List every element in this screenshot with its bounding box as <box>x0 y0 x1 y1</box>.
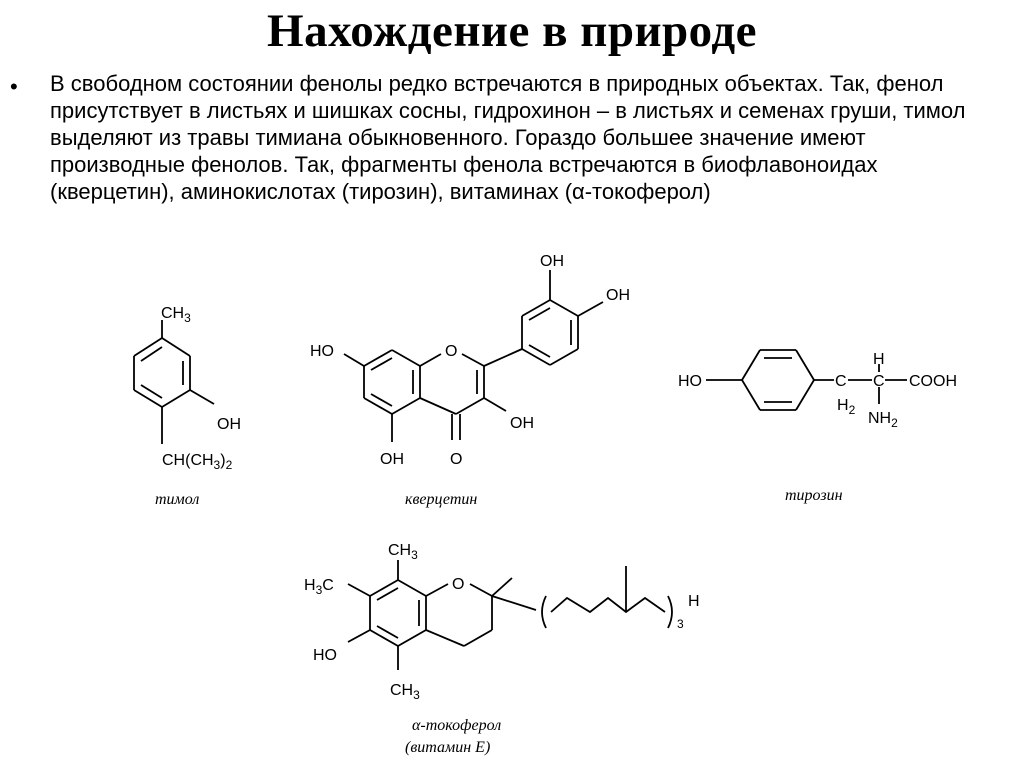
quercetin-caption: кверцетин <box>405 491 478 508</box>
thymol-structure <box>134 305 241 508</box>
thymol-bonds <box>134 320 214 444</box>
quercetin-oh-right-label: OH <box>606 287 630 304</box>
tocopherol-bonds <box>348 560 672 670</box>
tocopherol-ring-o-label: O <box>452 576 465 593</box>
quercetin-oh-top-label: OH <box>540 253 564 270</box>
tyrosine-ho-label: HO <box>678 373 702 390</box>
tocopherol-structure <box>304 542 700 756</box>
tocopherol-ch3-bottom-label: $CH_3$ <box>390 682 420 702</box>
page-title: Нахождение в природе <box>267 5 757 57</box>
thymol-isopropyl-label: $CH(CH_3)_2$ <box>162 452 233 472</box>
tocopherol-ho-label: HO <box>313 647 337 664</box>
tyrosine-caption: тирозин <box>785 487 843 504</box>
quercetin-carbonyl-o-label: O <box>450 451 463 468</box>
tocopherol-h3c-label: $H_3C$ <box>304 577 334 597</box>
quercetin-structure <box>310 253 630 508</box>
tyrosine-structure <box>678 350 957 504</box>
tyrosine-c2-label: C <box>873 373 885 390</box>
tocopherol-ch3-top-label: $CH_3$ <box>388 542 418 562</box>
tyrosine-h-label: H <box>873 351 885 368</box>
quercetin-ho-left-label: HO <box>310 343 334 360</box>
quercetin-bonds <box>344 270 603 442</box>
tyrosine-nh2-label: $NH_2$ <box>868 410 898 430</box>
tocopherol-repeat-subscript: 3 <box>677 617 684 631</box>
quercetin-oh-3-label: OH <box>510 415 534 432</box>
bullet-marker: • <box>10 74 18 99</box>
quercetin-ring-o-label: O <box>445 343 458 360</box>
tyrosine-h2-label: $H_2$ <box>837 397 856 417</box>
thymol-oh-label: OH <box>217 416 241 433</box>
quercetin-oh-5-label: OH <box>380 451 404 468</box>
thymol-caption: тимол <box>155 491 200 508</box>
paragraph-text: В свободном состоянии фенолы редко встречаются в природных объектах. Так, фенол присутствует в листьях и шишках сосны, гидрохинон – в листьях и семенах груши, тимол выделяют из травы тимиана обыкновенного. Гораздо большее значение имеют производные фенолов. Так, фрагменты фенола встречаются в биофлавоноидах (кверцетин), аминокислотах (тирозин), витаминах (α-токоферол) <box>50 71 966 204</box>
thymol-ch3-label: $CH_3$ <box>161 305 191 325</box>
tocopherol-caption-vitamin: (витамин Е) <box>405 739 491 756</box>
tocopherol-caption-name: α-токоферол <box>412 717 502 734</box>
tyrosine-cooh-label: COOH <box>909 373 957 390</box>
tyrosine-c1-label: C <box>835 373 847 390</box>
tocopherol-h-end-label: H <box>688 593 700 610</box>
